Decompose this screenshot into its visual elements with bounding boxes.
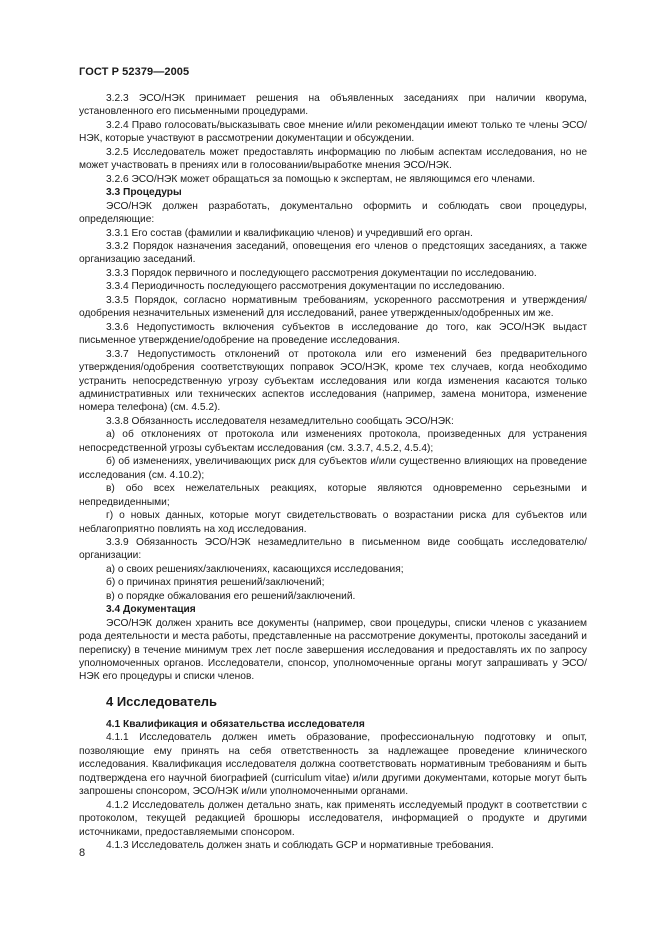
paragraph: в) обо всех нежелательных реакциях, которые являются одновременно серьезными и непредвиденными; (79, 483, 587, 508)
section-heading: 4 Исследователь (106, 693, 218, 709)
subsection-heading: 3.3 Процедуры (106, 187, 182, 199)
paragraph: б) об изменениях, увеличивающих риск для субъектов и/или существенно влияющих на проведение исследования (см. 4.10.2); (79, 456, 587, 481)
paragraph: в) о порядке обжалования его решений/заключений. (106, 590, 356, 602)
paragraph: 3.3.6 Недопустимость включения субъектов в исследование до того, как ЭСО/НЭК выдаст письменное утверждение/одобрение на проведение исследования. (79, 321, 587, 347)
paragraph: 3.3.4 Периодичность последующего рассмотрения документации по исследованию. (106, 281, 505, 293)
paragraph: 3.2.3 ЭСО/НЭК принимает решения на объявленных заседаниях при наличии кворума, установленного его письменными процедурами. (79, 93, 587, 118)
paragraph: г) о новых данных, которые могут свидетельствовать о возрастании риска для субъектов или неблагоприятно повлиять на ход исследования. (79, 510, 587, 535)
paragraph: 3.3.5 Порядок, согласно нормативным требованиям, ускоренного рассмотрения и утверждения/одобрения незначительных изменений для исследований, ранее утвержденных/одобренных им же. (79, 294, 587, 320)
paragraph: 3.2.4 Право голосовать/высказывать свое мнение и/или рекомендации имеют только те члены ЭСО/НЭК, которые участвуют в рассмотрении документации и обсуждении. (79, 119, 587, 145)
paragraph: а) об отклонениях от протокола или изменениях протокола, произведенных для устранения непосредственной угрозы субъектам исследования (см. 3.3.7, 4.5.2, 4.5.4); (79, 429, 587, 454)
paragraph: б) о причинах принятия решений/заключений; (106, 577, 325, 589)
document-body (79, 92, 587, 852)
paragraph: ЭСО/НЭК должен разработать, документально оформить и соблюдать свои процедуры, определяющие: (79, 200, 587, 226)
paragraph: 4.1.2 Исследователь должен детально знать, как применять исследуемый продукт в соответствии с протоколом, текущей редакцией брошюры исследователя, информацией о продукте и другими источниками, предоставляемыми спонсором. (79, 799, 587, 838)
paragraph: 3.3.9 Обязанность ЭСО/НЭК незамедлительно в письменном виде сообщать исследователю/организации: (79, 536, 587, 562)
paragraph: 3.2.5 Исследователь может предоставлять информацию по любым аспектам исследования, но не может участвовать в прениях или в голосовании/выработке мнения ЭСО/НЭК. (79, 146, 587, 172)
paragraph: а) о своих решениях/заключениях, касающихся исследования; (106, 563, 404, 575)
paragraph: 4.1.3 Исследователь должен знать и соблюдать GCP и нормативные требования. (106, 840, 494, 852)
paragraph: 3.3.7 Недопустимость отклонений от протокола или его изменений без предварительного утверждения/одобрения соответствующих поправок ЭСО/НЭК, кроме тех случаев, когда необходимо устранить непосредственную угрозу субъектам исследования или когда изменения касаются только административных или технических аспектов исследования (например, замена монитора, изменение номера телефона) (см. 4.5.2). (79, 348, 587, 414)
paragraph: 3.3.3 Порядок первичного и последующего рассмотрения документации по исследованию. (106, 267, 537, 279)
paragraph: ЭСО/НЭК должен хранить все документы (например, свои процедуры, списки членов с указанием рода деятельности и места работы, представленные на рассмотрение документы, протоколы заседаний и переписку) в течение минимум трех лет после завершения исследования и предоставлять их по запросу уполномоченных органов. Исследователи, спонсор, уполномоченные органы могут запрашивать у ЭСО/НЭК его процедуры и списки членов. (79, 617, 587, 683)
page-number: 8 (79, 847, 86, 859)
paragraph: 3.3.1 Его состав (фамилии и квалификацию членов) и учредивший его орган. (106, 227, 473, 239)
paragraph: 3.3.2 Порядок назначения заседаний, оповещения его членов о предстоящих заседаниях, а также организацию заседаний. (79, 240, 587, 266)
paragraph: 3.3.8 Обязанность исследователя незамедлительно сообщать ЭСО/НЭК: (106, 415, 454, 427)
paragraph: 3.2.6 ЭСО/НЭК может обращаться за помощью к экспертам, не являющимся его членами. (106, 173, 536, 185)
paragraph: 4.1.1 Исследователь должен иметь образование, профессиональную подготовку и опыт, позволяющие ему принять на себя ответственность за надлежащее проведение клинического исследования. Квалификация исследователя должна соответствовать нормативным требованиям и быть подтверждена его научной биографией (curriculum vitae) и/или другими документами, которые могут быть запрошены спонсором, ЭСО/НЭК и/или уполномоченными органами. (79, 732, 587, 798)
document-header: ГОСТ Р 52379—2005 (79, 66, 190, 78)
subsection-heading: 3.4 Документация (106, 604, 196, 616)
subsection-heading: 4.1 Квалификация и обязательства исследователя (106, 718, 365, 730)
